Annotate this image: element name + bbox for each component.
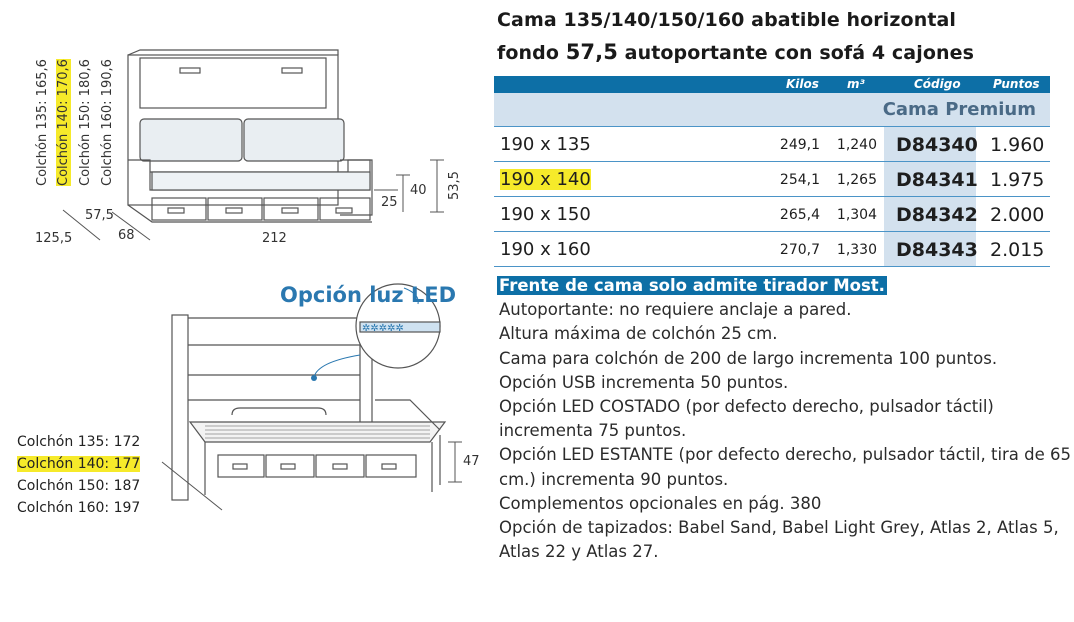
header-m3: m³ <box>847 77 865 91</box>
sofa-bed-open-drawing <box>0 270 490 530</box>
points-cell: 1.975 <box>990 169 1045 191</box>
dim-53-5: 53,5 <box>447 171 462 200</box>
table-header <box>494 76 1050 93</box>
note-line: Altura máxima de colchón 25 cm. <box>499 324 778 344</box>
length-160: Colchón 160: 197 <box>17 500 141 516</box>
note-line: cm.) incrementa 90 puntos. <box>499 469 729 489</box>
note-line: Opción LED COSTADO (por defecto derecho, pulsador táctil) <box>499 397 994 417</box>
code-cell: D84340 <box>896 134 978 156</box>
table-row <box>494 197 1050 232</box>
led-option-label: Opción luz LED <box>280 283 457 307</box>
note-line: Opción USB incrementa 50 puntos. <box>499 372 789 392</box>
product-title-line1: Cama 135/140/150/160 abatible horizontal <box>497 9 957 31</box>
dim-47: 47 <box>463 454 480 469</box>
mattress-length-list <box>17 431 140 519</box>
height-label-135: Colchón 135: 165,6 <box>35 59 50 186</box>
size-cell: 190 x 135 <box>500 134 591 155</box>
kilos-cell: 254,1 <box>779 172 820 188</box>
table-row <box>494 162 1050 197</box>
note-line: Frente de cama solo admite tirador Most. <box>499 276 885 295</box>
note-line: incrementa 75 puntos. <box>499 421 687 441</box>
code-cell: D84341 <box>896 169 978 191</box>
length-140: Colchón 140: 177 <box>17 456 141 472</box>
note-line: Cama para colchón de 200 de largo incrementa 100 puntos. <box>499 348 998 368</box>
dim-25: 25 <box>381 195 398 210</box>
m3-cell: 1,240 <box>836 137 877 153</box>
points-cell: 1.960 <box>990 134 1045 156</box>
sofa-bed-closed-illustration <box>0 0 480 270</box>
m3-cell: 1,304 <box>836 207 877 223</box>
category-label: Cama Premium <box>882 99 1036 120</box>
size-cell: 190 x 150 <box>500 204 591 225</box>
table-row <box>494 126 1050 162</box>
dim-212: 212 <box>262 231 287 246</box>
note-line: Opción LED ESTANTE (por defecto derecho, pulsador táctil, tira de 65 <box>499 445 1072 465</box>
m3-cell: 1,265 <box>836 172 877 188</box>
kilos-cell: 265,4 <box>779 207 820 223</box>
size-cell: 190 x 140 <box>500 169 591 190</box>
points-cell: 2.000 <box>990 204 1045 226</box>
note-line: Complementos opcionales en pág. 380 <box>499 493 822 513</box>
m3-cell: 1,330 <box>836 242 877 258</box>
header-kilos: Kilos <box>786 77 819 91</box>
length-135: Colchón 135: 172 <box>17 434 141 450</box>
product-title-line2: fondo 57,5 autoportante con sofá 4 cajones <box>497 40 975 64</box>
length-150: Colchón 150: 187 <box>17 478 141 494</box>
sofa-bed-closed-drawing <box>0 0 480 270</box>
code-cell: D84342 <box>896 204 978 226</box>
table-category <box>494 93 1050 126</box>
kilos-cell: 249,1 <box>779 137 820 153</box>
svg-text:✲✲✲✲✲: ✲✲✲✲✲ <box>362 323 404 334</box>
note-line: Autoportante: no requiere anclaje a pared. <box>499 300 852 320</box>
dim-68: 68 <box>118 228 135 243</box>
points-cell: 2.015 <box>990 239 1045 261</box>
note-line: Opción de tapizados: Babel Sand, Babel Light Grey, Atlas 2, Atlas 5, <box>499 518 1059 538</box>
note-line: Atlas 22 y Atlas 27. <box>499 542 659 562</box>
table-row <box>494 232 1050 267</box>
height-label-160: Colchón 160: 190,6 <box>100 59 115 186</box>
product-notes <box>499 274 1072 564</box>
kilos-cell: 270,7 <box>779 242 820 258</box>
header-codigo: Código <box>914 77 961 91</box>
size-cell: 190 x 160 <box>500 239 591 260</box>
dim-57-5: 57,5 <box>85 208 114 223</box>
code-cell: D84343 <box>896 239 978 261</box>
header-puntos: Puntos <box>993 77 1040 91</box>
price-table <box>494 76 1050 267</box>
dim-40: 40 <box>410 183 427 198</box>
height-label-140: Colchón 140: 170,6 <box>56 59 71 186</box>
dim-125-5: 125,5 <box>35 231 73 246</box>
height-label-150: Colchón 150: 180,6 <box>78 59 93 186</box>
